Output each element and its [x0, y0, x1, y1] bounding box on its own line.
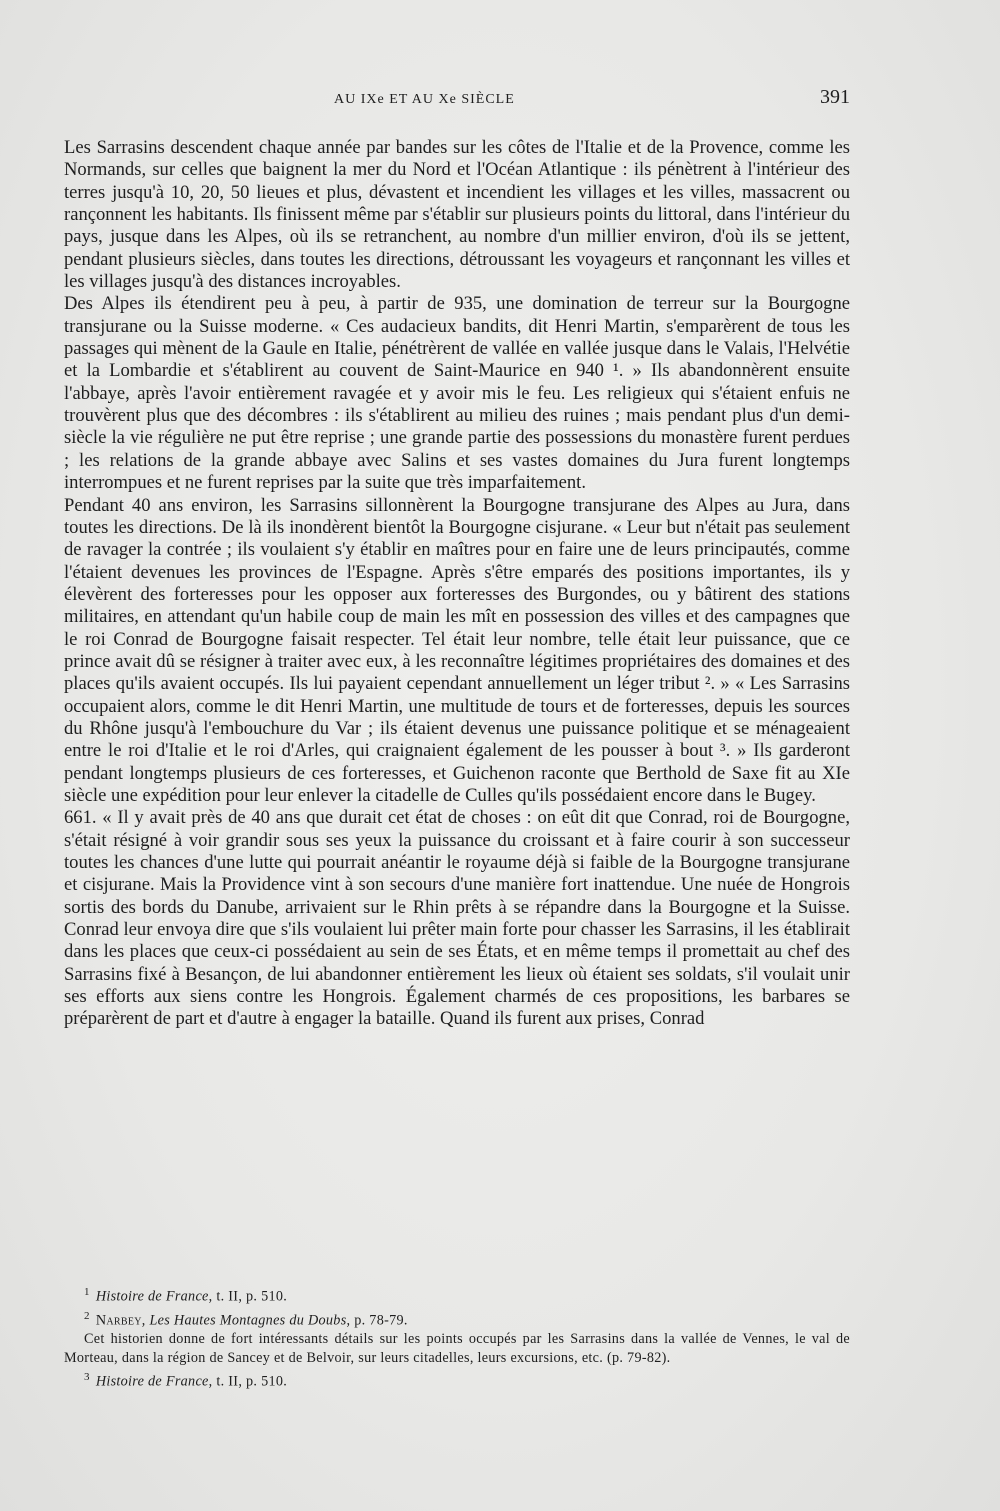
footnote-1-number: 1: [84, 1286, 90, 1298]
footnote-3: [64, 1368, 850, 1392]
footnote-1-title: Histoire de France: [95, 1288, 209, 1305]
footnote-2-detail: Cet historien donne de fort intéressants détails sur les points occupés par les Sarrasins dans la vallée de Vennes, le val de Morteau, dans la région de Sancey et de Belvoir, sur leurs citadelles, leurs excursions, etc. (p. 79-82).: [64, 1331, 850, 1367]
footnote-2-number: 2: [84, 1309, 90, 1322]
page-header: [64, 88, 850, 114]
footnote-3-ref: , t. II, p. 510.: [208, 1374, 288, 1391]
footnote-1: [64, 1283, 850, 1307]
footnote-1-ref: , t. II, p. 510.: [208, 1288, 288, 1305]
footnote-2: $^2$ Narbey, Les Hautes Montagnes du Doubs, p. 78-79.: [84, 1309, 408, 1329]
paragraph-3: Pendant 40 ans environ, les Sarrasins sillonnèrent la Bourgogne transjurane des Alpes au Jura, dans toutes les directions. De là ils inondèrent bientôt la Bourgogne cisjurane. « Leur but n'était pas seulement de ravager la contrée ; ils voulaient s'y établir en maîtres pour en faire une de leurs principautés, comme l'étaient devenues les provinces de l'Espagne. Après s'être emparés des positions importantes, ils y élevèrent des forteresses pour les opposer aux forteresses des Burgondes, ou y bâtirent des stations militaires, en attendant qu'un habile coup de main les mît en possession des villes et des campagnes que le roi Conrad de Bourgogne faisait respecter. Tel était leur nombre, telle était leur puissance, que ce prince avait dû se résigner à traiter avec eux, à les reconnaître légitimes propriétaires des domaines et des places qu'ils avaient occupés. Ils lui payaient cependant annuellement un léger tribut ². » « Les Sarrasins occupaient alors, comme le dit Henri Martin, une multitude de tours et de forteresses, depuis les sources du Rhône jusqu'à l'embouchure du Var ; ils étaient devenus une puissance politique et se ménageaient entre le roi d'Italie et le roi d'Arles, qui craignaient également de les pousser à bout ³. » Ils garderont pendant longtemps plusieurs de ces forteresses, et Guichenon raconte que Berthold de Saxe fit au XIe siècle une expédition pour leur enlever la citadelle de Culles qu'ils possédaient encore dans le Bugey.: [64, 494, 850, 806]
footnote-3-number: 3: [84, 1371, 90, 1384]
footnote-2-continuation: [64, 1330, 850, 1368]
footnote-2-author: Narbey: [95, 1312, 142, 1329]
footnote-2-ref: , p. 78-79.: [346, 1312, 408, 1329]
paragraph-1: Les Sarrasins descendent chaque année par bandes sur les côtes de l'Italie et de la Provence, comme les Normands, sur celles que baignent la mer du Nord et l'Océan Atlantique : ils pénètrent à l'intérieur des terres jusqu'à 10, 20, 50 lieues et plus, dévastent et incendient les villages et les villes, massacrent ou rançonnent les habitants. Ils finissent même par s'établir sur plusieurs points du littoral, dans l'intérieur du pays, jusque dans les Alpes, où ils se retranchent, au nombre d'un millier environ, d'où ils se jettent, pendant plusieurs siècles, dans toutes les directions, détroussant les voyageurs et rançonnant les villes et les villages jusqu'à des distances incroyables.: [64, 137, 850, 293]
footnotes: [64, 1283, 850, 1392]
footnote-3-title: Histoire de France: [95, 1374, 209, 1391]
footnote-2-title: Les Hautes Montagnes du Doubs: [149, 1312, 347, 1329]
paragraph-4: 661. « Il y avait près de 40 ans que durait cet état de choses : on eût dit que Conrad, roi de Bourgogne, s'était résigné à voir grandir sous ses yeux la puissance du croissant et à faire courir à son successeur toutes les chances d'une lutte qui pourrait anéantir le royaume déjà si faible de la Bourgogne transjurane et cisjurane. Mais la Providence vint à son secours d'une manière fort inattendue. Une nuée de Hongrois sortis des bords du Danube, arrivaient sur le Rhin prêts à se répandre dans la Bourgogne et la Suisse. Conrad leur envoya dire que s'ils voulaient lui prêter main forte pour chasser les Sarrasins, il les établirait dans les places que ceux-ci possédaient au sein de ses États, et en même temps il promettait au chef des Sarrasins fixé à Besançon, de lui abandonner entièrement les lieux où étaient ses soldats, s'il voulait unir ses efforts aux siens contre les Hongrois. Également charmés de ces propositions, les barbares se préparèrent de part et d'autre à engager la bataille. Quand ils furent aux prises, Conrad: [64, 807, 850, 1030]
body-text: [64, 137, 850, 1031]
paragraph-2: Des Alpes ils étendirent peu à peu, à partir de 935, une domination de terreur sur la Bourgogne transjurane ou la Suisse moderne. « Ces audacieux bandits, dit Henri Martin, s'emparèrent de tous les passages qui mènent de la Gaule en Italie, pénétrèrent de vallée en vallée jusque dans le Valais, l'Helvétie et la Lombardie et s'établirent au couvent de Saint-Maurice en 940 ¹. » Ils abandonnèrent ensuite l'abbaye, après l'avoir entièrement ravagée et y avoir mis le feu. Les religieux qui s'étaient enfuis ne trouvèrent plus que des décombres : ils s'établirent au milieu des ruines ; mais pendant plus d'un demi-siècle la vie régulière ne put être reprise ; une grande partie des possessions du monastère furent perdues ; les relations de la grande abbaye avec Salins et ses vastes domaines du Jura furent longtemps interrompues et ne furent reprises par la suite que très imparfaitement.: [64, 293, 850, 494]
running-head: AU IXe ET AU Xe SIÈCLE: [334, 92, 515, 107]
page-number: 391: [820, 86, 850, 108]
